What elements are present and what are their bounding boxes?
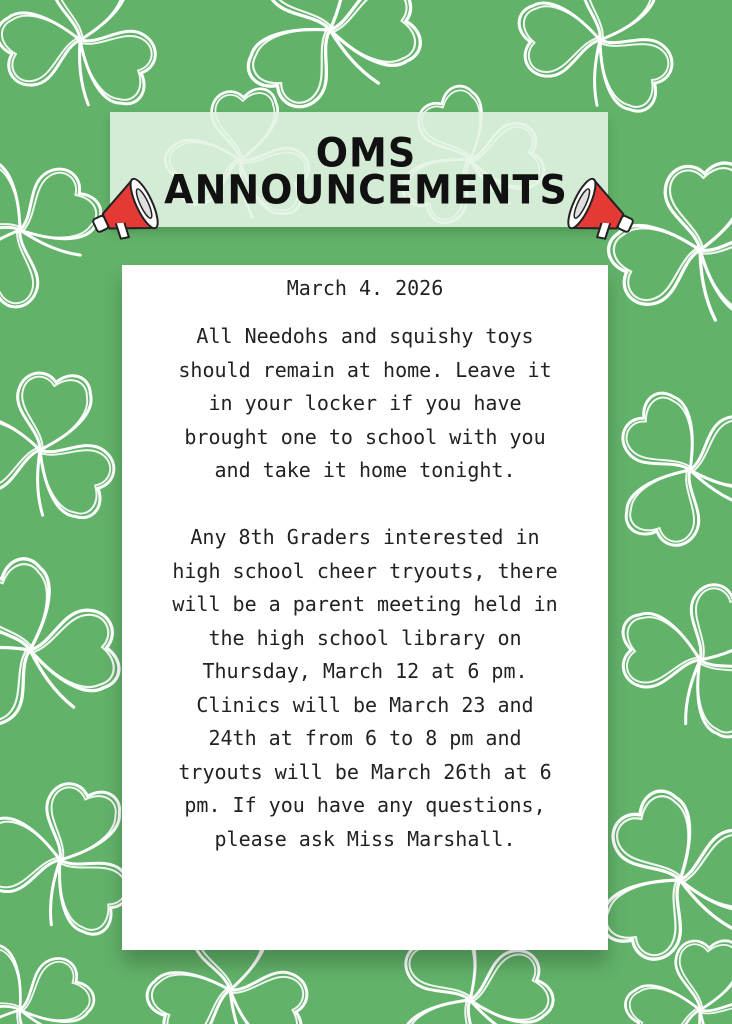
announcement-paragraph: Any 8th Graders interested in high school cheer tryouts, there will be a parent meeting held in the high school library on Thursday, March 12 at 6 pm. Clinics will be March 23 and 24th at from 6 to 8 pm and tryouts will be March 26th at 6 pm. If you have any questions, please ask Miss Marshall. <box>172 525 558 851</box>
title-line-2: ANNOUNCEMENTS <box>164 166 568 214</box>
megaphone-icon <box>86 172 166 252</box>
announcement-paragraph: All Needohs and squishy toys should remain at home. Leave it in your locker if you have brought one to school with you and take it home tonight. <box>178 324 552 482</box>
shamrock-icon <box>588 541 732 775</box>
shamrock-icon <box>214 0 449 130</box>
shamrock-icon <box>605 913 732 1024</box>
title-line-1: OMS <box>315 129 417 177</box>
megaphone-icon <box>560 172 640 252</box>
announcement-date: March 4. 2026 <box>286 276 444 300</box>
